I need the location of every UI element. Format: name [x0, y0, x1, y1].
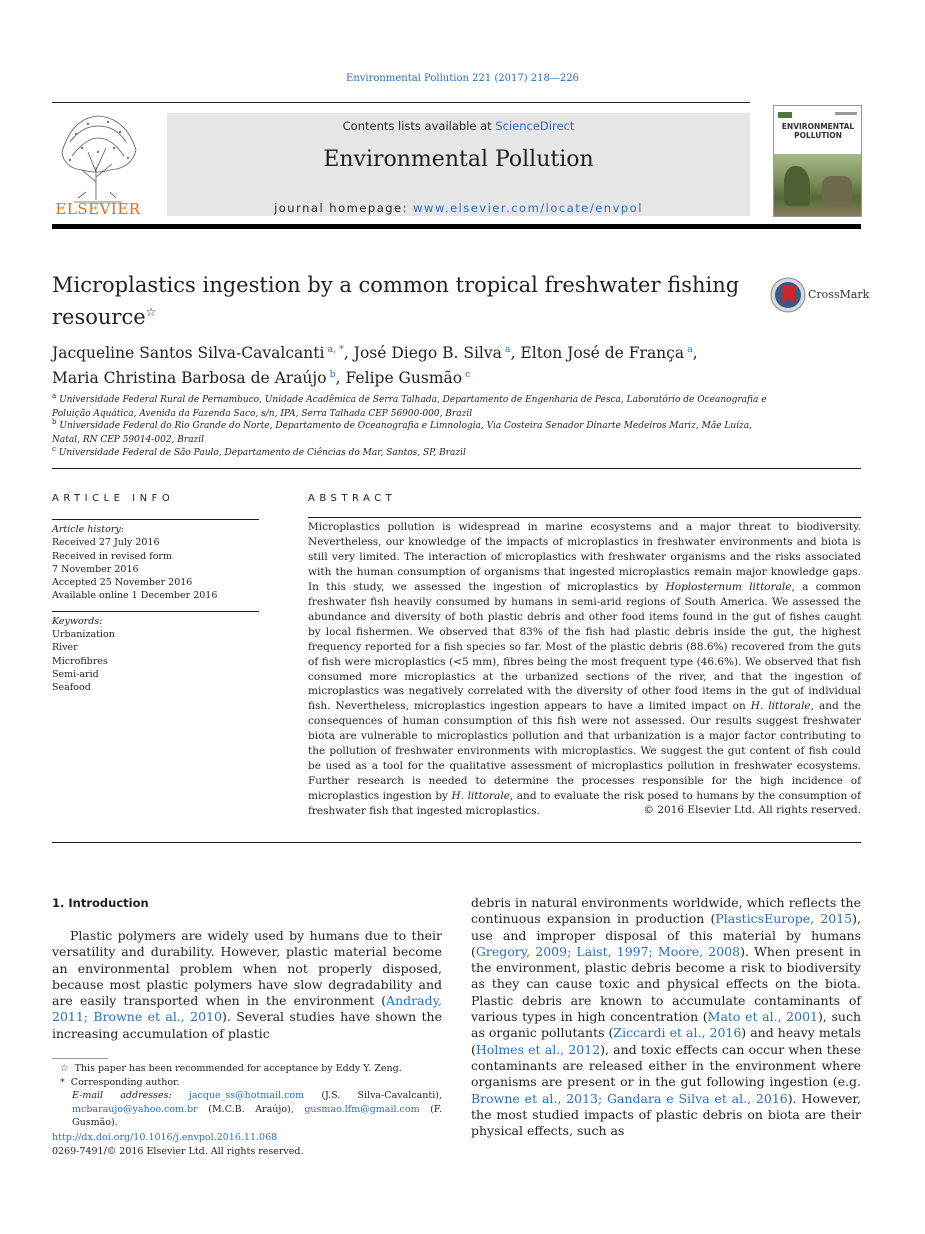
intro-text: ). When present in the environment, plastic debris become a risk to biodiversity as they can cause toxic and physical effects on the biota. Plastic debris are known to accumulate contaminants of various types in high concentration ( [471, 943, 861, 1025]
article-title: Microplastics ingestion by a common tropical freshwater fishing resource☆ [52, 273, 740, 329]
intro-text: ), such as organic pollutants ( [471, 1009, 862, 1041]
email-link[interactable]: jacque_ss@hotmail.com [188, 1090, 305, 1101]
affiliation-c: $^c$ Universidade Federal de São Paulo, Departamento de Ciências do Mar, Santos, SP, Brazil [52, 445, 466, 458]
article-info-rule [52, 519, 259, 520]
abstract-rule [308, 517, 861, 518]
article-history: Article history: Received 27 July 2016 Received in revised form 7 November 2016 Accepted 25 November 2016 Available online 1 December 2016 [52, 523, 259, 603]
history-item: Available online 1 December 2016 [52, 590, 218, 602]
cover-title: ENVIRONMENTAL POLLUTION [781, 122, 855, 140]
history-item: Received 27 July 2016 [52, 537, 160, 549]
crossmark-icon [770, 277, 806, 313]
author-list [52, 339, 812, 389]
keyword: River [52, 642, 78, 654]
header-rule [52, 102, 750, 103]
keyword: Microfibres [52, 655, 108, 667]
keyword: Urbanization [52, 629, 115, 641]
affiliation-b: $^b$ Universidade Federal do Rio Grande do Norte, Departamento de Oceanografia e Limnologia, Via Costeira Senador Dinarte Medeiros Mariz, Mãe Luíza, Natal, RN CEP 59014-002, Brazil [52, 418, 753, 445]
intro-right-column [471, 895, 861, 1139]
author-name: , [692, 344, 698, 363]
footnote-rule [52, 1058, 108, 1059]
abstract-bottom-rule [52, 842, 861, 843]
doi-link[interactable]: http://dx.doi.org/10.1016/j.envpol.2016.11.068 [52, 1132, 278, 1143]
title-footnote-mark[interactable]: ☆ [145, 305, 157, 319]
abstract-copyright: © 2016 Elsevier Ltd. All rights reserved. [643, 804, 861, 816]
journal-masthead [167, 113, 750, 216]
contents-line: Contents lists available at ScienceDirect [342, 119, 575, 133]
keywords: Keywords: Urbanization River Microfibres Semi-arid Seafood [52, 615, 259, 695]
history-item: Accepted 25 November 2016 [52, 577, 193, 589]
homepage-link[interactable]: www.elsevier.com/locate/envpol [413, 201, 643, 215]
doi-block [52, 1131, 304, 1158]
footnote-star: ☆ This paper has been recommended for acceptance by Eddy Y. Zeng. [60, 1063, 402, 1074]
star-mark: ☆ [60, 1063, 69, 1074]
abstract-text: Microplastics pollution is widespread in marine ecosystems and a major threat to biodiversity. Nevertheless, our knowledge of the impacts of microplastics in freshwater environments and biota is still very limited. The interaction of microplastics with freshwater organisms and the risks associated with the human consumption of organisms that ingested microplastics remain major knowledge gaps. In this study, we assessed the ingestion of microplastics by Hoplosternum littorale, a common freshwater fish heavily consumed by humans in semi-arid regions of South America. We assessed the abundance and diversity of both plastic debris and other food items found in the gut of fishes caught by local fishermen. We observed that 83% of the fish had plastic debris inside the gut, the highest frequency reported for a fish species so far. Most of the plastic debris (88.6%) recovered from the guts of fish were microplastics (<5 mm), fibres being the most frequent type (46.6%). We observed that fish consumed more microplastics at the urbanized sections of the river, and that the ingestion of microplastics was negatively correlated with the diversity of other food items in the gut of individual fish. Nevertheless, microplastics ingestion appears to have a limited impact on H. littorale, and the consequences of human consumption of this fish were not assessed. Our results suggest freshwater biota are vulnerable to microplastics pollution and that urbanization is a major factor contributing to the pollution of freshwater environments with microplastics. We suggest the gut content of fish could be used as a tool for the qualitative assessment of microplastics pollution in freshwater ecosystems. Further research is needed to determine the processes responsible for the high incidence of microplastics ingestion by H. littorale, and to evaluate the risk posed to humans by the consumption of freshwater fish that ingested microplastics. [308, 521, 861, 818]
author-affiliation-mark[interactable]: a, * [324, 344, 344, 355]
keywords-rule [52, 611, 259, 612]
intro-text: ). However, the most studied impacts of plastic debris on biota are their physical effects, such as [471, 1090, 862, 1139]
keyword: Semi-arid [52, 668, 99, 680]
history-item: Received in revised form [52, 550, 172, 562]
intro-text: ), use and improper disposal of this material by humans ( [471, 911, 861, 959]
reference-link[interactable]: Gregory, 2009; Laist, 1997; Moore, 2008 [475, 943, 741, 959]
title-block-rule [52, 468, 861, 469]
reference-link[interactable]: Andrady, 2011; Browne et al., 2010 [52, 993, 442, 1025]
intro-text: ) and heavy metals ( [471, 1025, 861, 1057]
reference-link[interactable]: Holmes et al., 2012 [475, 1041, 601, 1057]
intro-text: debris in natural environments worldwide, which reflects the continuous expansion in production ( [471, 895, 861, 927]
footnotes [52, 1062, 442, 1130]
footnote-emails: E-mail addresses: jacque_ss@hotmail.com (J.S. Silva-Cavalcanti), mcbaraujo@yahoo.com.br (M.C.B. Araújo), gusmao.lfm@gmail.com (F. Gusmão). [72, 1090, 442, 1128]
reference-link[interactable]: Mato et al., 2001 [707, 1009, 818, 1025]
intro-text: ), and toxic effects can occur when these contaminants are released either in the environment where organisms are present or in the gut following ingestion (e.g. [471, 1041, 862, 1090]
journal-cover-image [773, 105, 862, 217]
author-name: , Elton José de França [510, 344, 685, 363]
sciencedirect-link[interactable]: ScienceDirect [495, 119, 575, 133]
reference-link[interactable]: Ziccardi et al., 2016 [613, 1025, 742, 1041]
article-info-heading: ARTICLE INFO [52, 493, 175, 504]
reference-link[interactable]: PlasticsEurope, 2015 [715, 911, 853, 927]
abstract-heading: ABSTRACT [308, 493, 397, 504]
journal-homepage: journal homepage: www.elsevier.com/locate/envpol [274, 201, 643, 215]
masthead-bottom-rule [52, 224, 861, 229]
author-line-1 [52, 339, 812, 364]
issn-line: 0269-7491/© 2016 Elsevier Ltd. All rights reserved. [52, 1145, 304, 1157]
section-heading-introduction: 1. Introduction [52, 896, 149, 910]
email-link[interactable]: mcbaraujo@yahoo.com.br [72, 1103, 198, 1115]
elsevier-wordmark: ELSEVIER [55, 200, 141, 218]
author-affiliation-mark[interactable]: b [326, 369, 336, 381]
footnote-corresponding: * Corresponding author. [60, 1076, 180, 1088]
author-name: Maria Christina Barbosa de Araújo [52, 369, 327, 388]
journal-name: Environmental Pollution [323, 147, 594, 172]
reference-link[interactable]: Browne et al., 2013; Gandara e Silva et al., 2016 [471, 1090, 788, 1106]
affiliation-a: $^a$ Universidade Federal Rural de Pernambuco, Unidade Acadêmica de Serra Talhada, Departamento de Engenharia de Pesca, Laboratório de Oceanografia e Poluição Aquática, Avenida da Fazenda Saco, s/n, IPA, Serra Talhada CEP 56900-000, Brazil [52, 392, 767, 419]
keyword: Seafood [52, 682, 91, 694]
author-name: , Felipe Gusmão [335, 369, 463, 388]
author-affiliation-mark[interactable]: a [501, 344, 511, 355]
crossmark-label: CrossMark [808, 288, 870, 301]
author-line-2 [52, 364, 812, 389]
history-item: 7 November 2016 [52, 563, 139, 575]
author-affiliation-mark[interactable]: a [684, 344, 693, 355]
crossmark-badge[interactable] [770, 277, 870, 313]
intro-left-column: Plastic polymers are widely used by humans due to their versatility and durability. However, plastic material become an environmental problem when not properly disposed, because most plastic polymers have slow degradability and are easily transported when in the environment (Andrady, 2011; Browne et al., 2010). Several studies have shown the increasing accumulation of plastic [52, 928, 442, 1041]
author-name: , José Diego B. Silva [343, 344, 502, 363]
article-info [52, 519, 259, 695]
journal-citation[interactable]: Environmental Pollution 221 (2017) 218—226 [346, 73, 579, 84]
author-affiliation-mark[interactable]: c [462, 369, 471, 381]
email-link[interactable]: gusmao.lfm@gmail.com [304, 1103, 420, 1115]
author-name: Jacqueline Santos Silva-Cavalcanti [52, 344, 325, 363]
